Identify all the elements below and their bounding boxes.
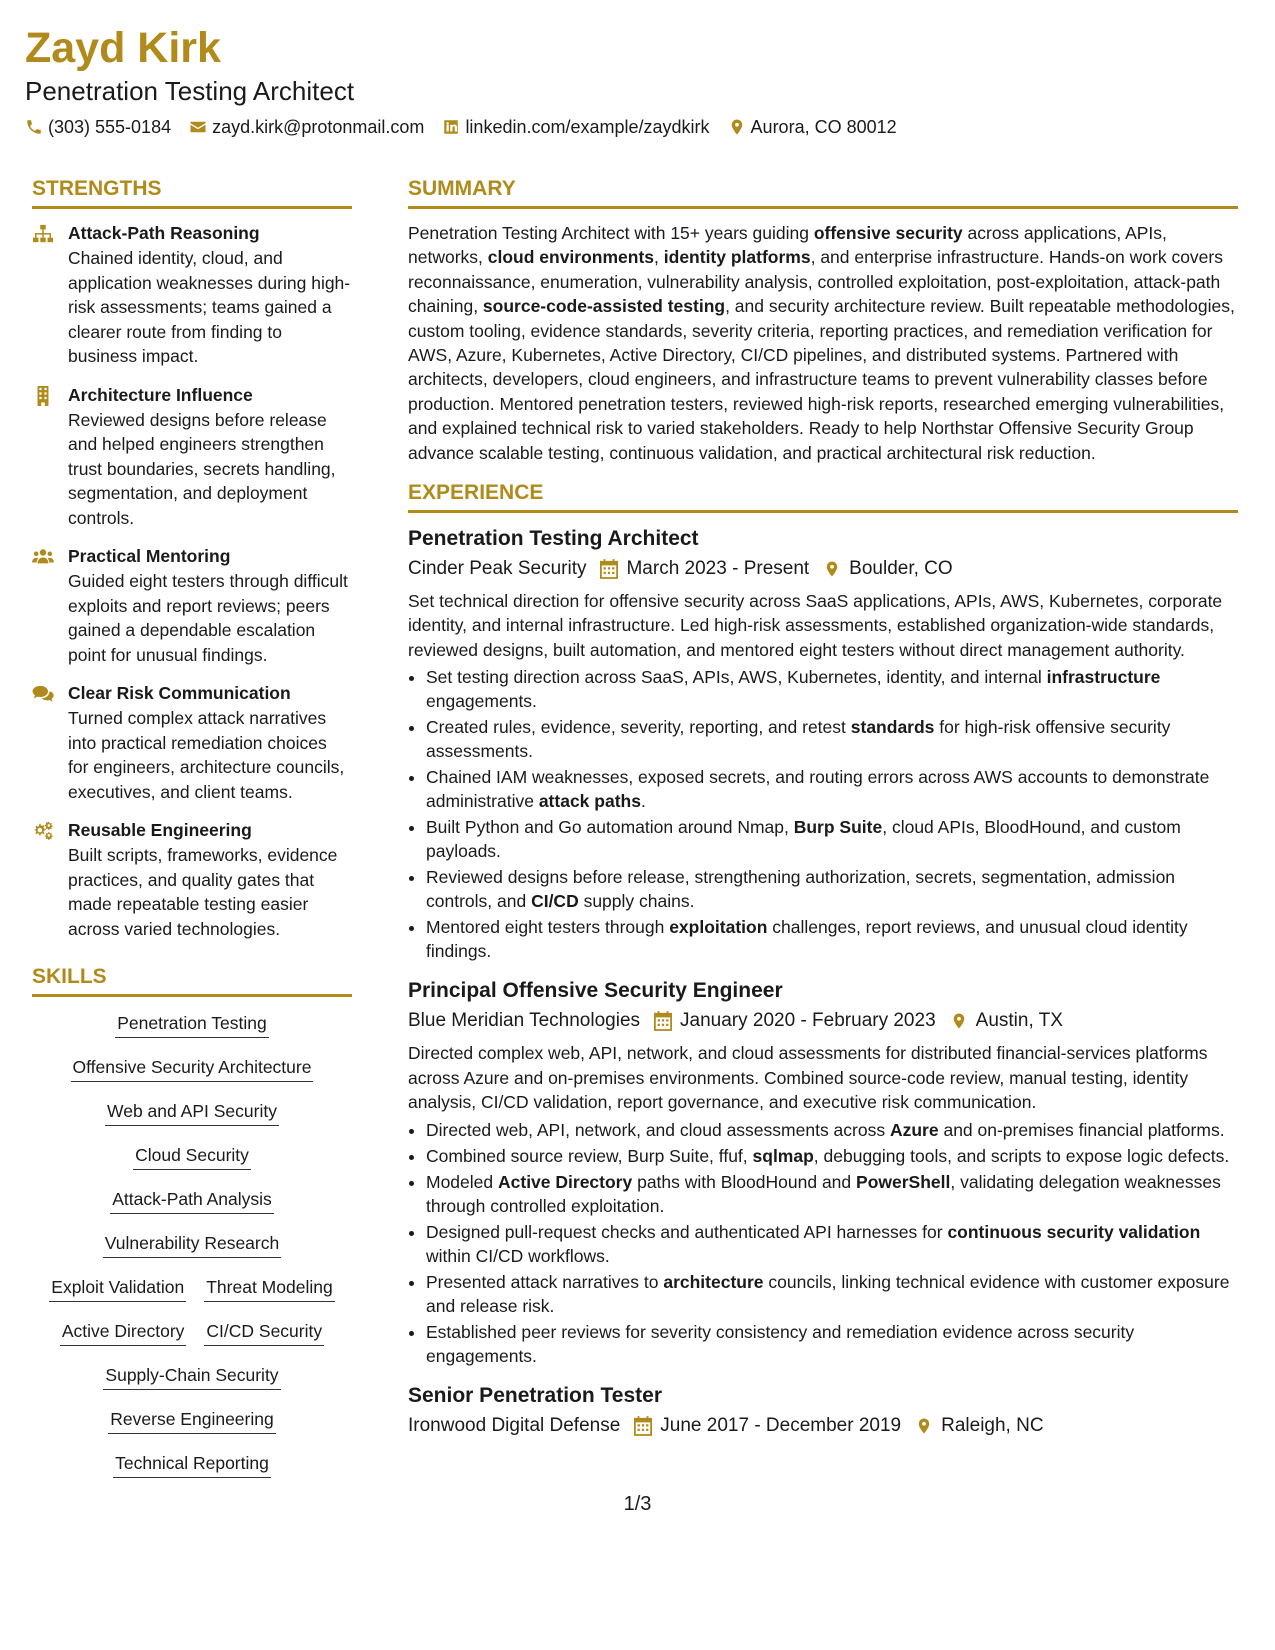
- strength-body: [68, 681, 352, 804]
- strengths-heading: STRENGTHS: [32, 175, 352, 209]
- list-item: [426, 715, 1238, 763]
- list-item: [426, 765, 1238, 813]
- skills-heading: SKILLS: [32, 963, 352, 997]
- text-span: Established peer reviews for severity consistency and remediation evidence across security engagements.: [426, 1321, 1135, 1366]
- text-span: Created rules, evidence, severity, reporting, and retest: [426, 717, 851, 738]
- users-icon: [32, 544, 56, 667]
- job-meta: [408, 1007, 1238, 1035]
- page-indicator: 1/3: [623, 1493, 652, 1515]
- skill-row: [32, 1275, 352, 1302]
- text-span: Designed pull-request checks and authenticated API harnesses for: [426, 1221, 948, 1242]
- list-item: [426, 1320, 1238, 1368]
- skill-tag: Vulnerability Research: [103, 1231, 281, 1258]
- summary-heading: SUMMARY: [408, 175, 1238, 209]
- strength-description: Turned complex attack narratives into practical remediation choices for engineers, architecture councils, executives, and client teams.: [68, 708, 345, 802]
- map-marker-icon: [950, 1011, 968, 1031]
- candidate-title: Penetration Testing Architect: [25, 76, 355, 106]
- text-span: , and security architecture review. Built repeatable methodologies, custom tooling, evidence standards, severity criteria, reporting practices, and remediation verification for AWS, Azure, Kubernetes, Active Directory, CI/CD pipelines, and distributed systems. Partnered with architects, developers, cloud engineers, and infrastructure teams to prevent vulnerability classes before production. Mentored penetration testers, reviewed high-risk reports, researched emerging vulnerabilities, and explained technical risk to varied stakeholders. Ready to help Northstar Offensive Security Group advance scalable testing, continuous validation, and practical architectural risk reduction.: [408, 296, 1235, 463]
- job-bullets: [408, 1118, 1238, 1368]
- strength-body: [68, 818, 352, 941]
- job-location: Raleigh, NC: [941, 1414, 1044, 1436]
- gears-icon: [32, 818, 56, 941]
- job-dates: January 2020 - February 2023: [680, 1010, 936, 1032]
- map-marker-icon: [823, 559, 841, 579]
- job-dates: June 2017 - December 2019: [660, 1414, 902, 1436]
- list-item: [426, 1144, 1238, 1168]
- skill-tag: Exploit Validation: [49, 1275, 186, 1302]
- text-span: Combined source review, Burp Suite, ffuf,: [426, 1145, 753, 1166]
- list-item: [426, 1170, 1238, 1218]
- text-span: , and enterprise infrastructure. Hands-on work covers reconnaissance, enumeration, vulnerability analysis, controlled exploitation, post-exploitation, attack-path chaining,: [408, 247, 1223, 317]
- job-title: Penetration Testing Architect: [408, 527, 699, 551]
- strength-description: Built scripts, frameworks, evidence practices, and quality gates that made repeatable testing easier across varied technologies.: [68, 845, 338, 939]
- strength-body: [68, 383, 352, 531]
- bold-phrase: continuous security validation: [947, 1221, 1201, 1242]
- skill-row: [32, 1099, 352, 1126]
- contact-phone: [25, 116, 171, 138]
- strength-description: Chained identity, cloud, and application weaknesses during high-risk assessments; teams gained a clearer route from finding to business impact.: [68, 248, 351, 366]
- strength-body: [68, 221, 352, 369]
- text-span: for high-risk offensive security assessments.: [426, 717, 1171, 762]
- bold-phrase: standards: [850, 717, 935, 738]
- skill-tag: Supply-Chain Security: [103, 1363, 280, 1390]
- right-column: [408, 175, 1238, 1454]
- summary-text: [408, 221, 1238, 465]
- skill-tag: Active Directory: [60, 1319, 187, 1346]
- job-company: Cinder Peak Security: [408, 558, 587, 580]
- bold-phrase: CI/CD: [531, 891, 579, 912]
- sitemap-icon: [32, 221, 56, 369]
- text-span: Chained IAM weaknesses, exposed secrets, and routing errors across AWS accounts to demonstrate administrative: [426, 767, 1210, 812]
- list-item: [426, 1220, 1238, 1268]
- left-column: [32, 175, 352, 1495]
- strength-body: [68, 544, 352, 667]
- text-span: Built Python and Go automation around Nmap,: [426, 817, 794, 838]
- bold-phrase: sqlmap: [752, 1145, 814, 1166]
- skill-row: [32, 1451, 352, 1478]
- skill-row: [32, 1143, 352, 1170]
- text-span: ,: [654, 247, 664, 268]
- bold-phrase: architecture: [663, 1271, 764, 1292]
- skill-tag: Attack-Path Analysis: [110, 1187, 274, 1214]
- skill-tag: Offensive Security Architecture: [71, 1055, 314, 1082]
- text-span: and on-premises financial platforms.: [938, 1119, 1225, 1140]
- skill-row: [32, 1011, 352, 1038]
- text-span: Reviewed designs before release, strengthening authorization, secrets, segmentation, admission controls, and: [426, 867, 1176, 912]
- skill-tag: Threat Modeling: [204, 1275, 334, 1302]
- strength-title: Architecture Influence: [68, 384, 253, 405]
- contact-bar: [25, 116, 1255, 138]
- strength-title: Attack-Path Reasoning: [68, 223, 260, 243]
- skill-row: [32, 1363, 352, 1390]
- contact-location: [728, 116, 897, 138]
- job-location: Austin, TX: [975, 1010, 1063, 1032]
- linkedin-icon: [442, 118, 460, 136]
- strength-title: Reusable Engineering: [68, 820, 252, 840]
- job-meta: [408, 555, 1238, 583]
- text-span: Directed web, API, network, and cloud assessments across: [426, 1119, 890, 1140]
- skill-row: [32, 1319, 352, 1346]
- skill-row: [32, 1187, 352, 1214]
- calendar-icon: [654, 1011, 672, 1031]
- job-entry: [408, 1382, 1238, 1440]
- map-marker-icon: [915, 1416, 933, 1436]
- job-title: Principal Offensive Security Engineer: [408, 979, 783, 1003]
- job-meta: [408, 1412, 1238, 1440]
- job-company: Ironwood Digital Defense: [408, 1414, 621, 1436]
- bold-phrase: PowerShell: [856, 1171, 951, 1192]
- skill-tag: Technical Reporting: [113, 1451, 271, 1478]
- linkedin-text[interactable]: linkedin.com/example/zaydkirk: [465, 117, 710, 137]
- list-item: [426, 915, 1238, 963]
- skill-tag: Penetration Testing: [115, 1011, 269, 1038]
- strengths-list: [32, 221, 352, 941]
- text-span: supply chains.: [578, 891, 695, 912]
- job-description: Set technical direction for offensive security across SaaS applications, APIs, AWS, Kubernetes, corporate identity, and internal infrastructure. Led high-risk assessments, established organization-wide standards, reviewed designs, built automation, and mentored eight testers without direct management authority.: [408, 591, 1223, 660]
- bold-phrase: exploitation: [669, 917, 768, 938]
- text-span: Presented attack narratives to: [426, 1271, 664, 1292]
- bold-phrase: offensive security: [813, 223, 963, 243]
- bold-phrase: identity platforms: [663, 247, 811, 268]
- candidate-name: Zayd Kirk: [25, 24, 221, 72]
- text-span: councils, linking technical evidence with customer exposure and release risk.: [426, 1271, 1230, 1316]
- skill-row: [32, 1231, 352, 1258]
- list-item: [426, 665, 1238, 713]
- job-entry: [408, 977, 1238, 1367]
- strength-description: Guided eight testers through difficult exploits and report reviews; peers gained a dependable escalation point for unusual findings.: [68, 571, 348, 665]
- email-text[interactable]: zayd.kirk@protonmail.com: [212, 117, 425, 137]
- contact-linkedin[interactable]: [442, 116, 709, 138]
- job-entry: [408, 525, 1238, 963]
- job-dates: March 2023 - Present: [626, 558, 810, 580]
- bold-phrase: source-code-assisted testing: [482, 296, 726, 317]
- skill-row: [32, 1407, 352, 1434]
- list-item: [426, 815, 1238, 863]
- job-bullets: [408, 665, 1238, 963]
- calendar-icon: [634, 1416, 652, 1436]
- building-icon: [32, 383, 56, 531]
- comments-icon: [32, 681, 56, 804]
- text-span: , debugging tools, and scripts to expose logic defects.: [813, 1145, 1230, 1166]
- phone-text: (303) 555-0184: [48, 117, 172, 137]
- skill-tag: Web and API Security: [105, 1099, 279, 1126]
- skill-row: [32, 1055, 352, 1082]
- skill-tag: Cloud Security: [133, 1143, 251, 1170]
- bold-phrase: Burp Suite: [793, 817, 883, 838]
- bold-phrase: infrastructure: [1046, 667, 1161, 688]
- skill-tag: CI/CD Security: [204, 1319, 324, 1346]
- text-span: Set testing direction across SaaS, APIs, AWS, Kubernetes, identity, and internal: [426, 667, 1047, 688]
- job-description: Directed complex web, API, network, and cloud assessments for distributed financial-services platforms across Azure and on-premises environments. Combined source-code review, manual testing, identity analysis, CI/CD validation, report governance, and executive risk communication.: [408, 1043, 1208, 1113]
- bold-phrase: Azure: [889, 1119, 939, 1140]
- contact-email[interactable]: [189, 116, 424, 138]
- text-span: , validating delegation weaknesses through controlled exploitation.: [426, 1171, 1221, 1216]
- text-span: Penetration Testing Architect with 15+ years guiding: [408, 223, 814, 243]
- calendar-icon: [600, 559, 618, 579]
- map-marker-icon: [728, 118, 746, 136]
- list-item: [426, 1270, 1238, 1318]
- list-item: [426, 865, 1238, 913]
- strength-title: Clear Risk Communication: [68, 683, 291, 703]
- resume-header: [25, 22, 1255, 138]
- list-item: [426, 1118, 1238, 1142]
- skill-tag: Reverse Engineering: [108, 1407, 275, 1434]
- job-company: Blue Meridian Technologies: [408, 1010, 641, 1032]
- text-span: , cloud APIs, BloodHound, and custom payloads.: [426, 817, 1181, 862]
- strength-item: [32, 818, 352, 941]
- location-text: Aurora, CO 80012: [750, 117, 897, 137]
- strength-title: Practical Mentoring: [68, 546, 231, 566]
- phone-icon: [25, 118, 43, 136]
- bold-phrase: Active Directory: [498, 1171, 633, 1192]
- text-span: .: [640, 791, 646, 812]
- bold-phrase: cloud environments: [487, 247, 655, 268]
- text-span: across applications, APIs, networks,: [408, 223, 1167, 268]
- strength-item: [32, 221, 352, 369]
- envelope-icon: [189, 118, 207, 136]
- text-span: challenges, report reviews, and unusual cloud identity findings.: [426, 917, 1188, 962]
- job-location: Boulder, CO: [849, 558, 953, 580]
- bold-phrase: attack paths: [538, 791, 641, 812]
- skills-list: [32, 1011, 352, 1478]
- experience-list: [408, 525, 1238, 1439]
- strength-item: [32, 544, 352, 667]
- text-span: paths with BloodHound and: [632, 1171, 857, 1192]
- strength-item: [32, 681, 352, 804]
- experience-heading: EXPERIENCE: [408, 479, 1238, 513]
- strength-item: [32, 383, 352, 531]
- text-span: engagements.: [426, 691, 537, 712]
- strength-description: Reviewed designs before release and helped engineers strengthen trust boundaries, secrets handling, segmentation, and deployment controls.: [68, 409, 336, 528]
- text-span: within CI/CD workflows.: [426, 1245, 610, 1266]
- job-title: Senior Penetration Tester: [408, 1383, 663, 1407]
- text-span: Modeled: [426, 1171, 498, 1192]
- text-span: Mentored eight testers through: [426, 917, 670, 938]
